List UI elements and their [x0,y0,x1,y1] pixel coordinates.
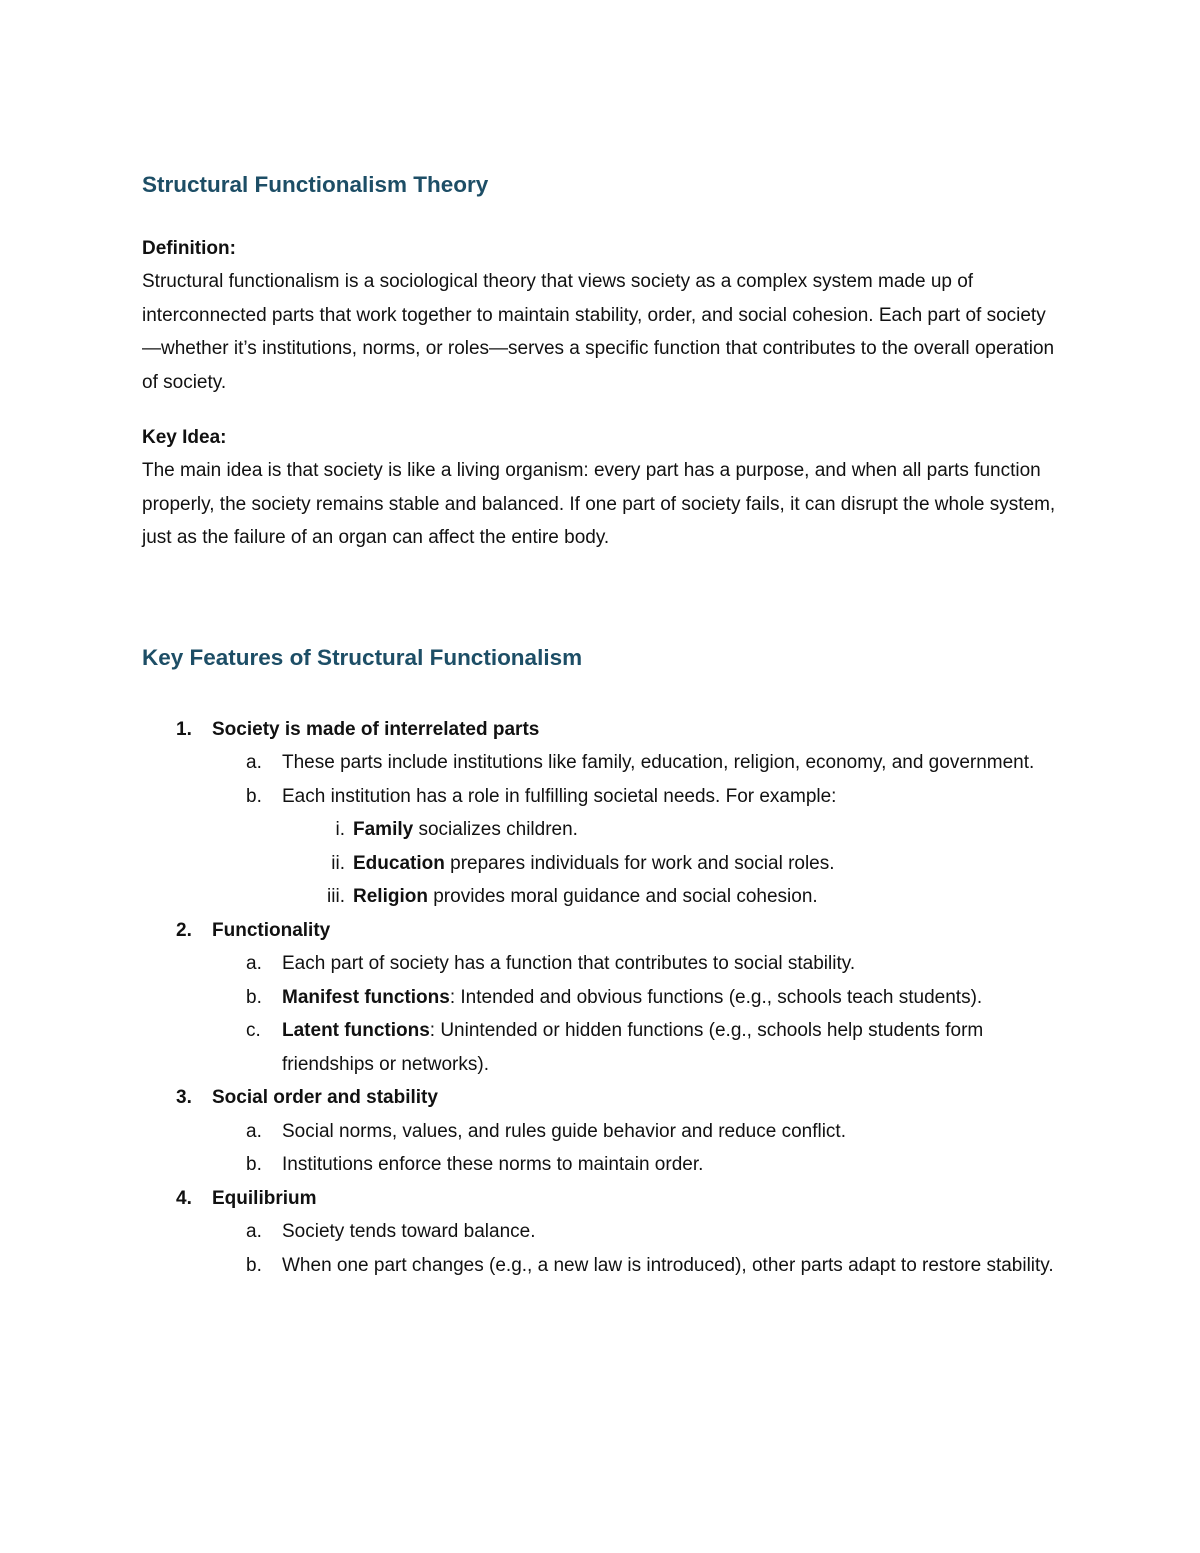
example-numeral: iii. [327,886,345,907]
sub-list [212,947,1062,1081]
example-text: socializes children. [413,819,578,840]
sub-letter: b. [246,986,262,1008]
key-idea-label: Key Idea: [142,427,227,448]
sub-text: Society tends toward balance. [282,1221,536,1242]
example-item [282,847,1062,881]
example-term: Education [353,852,445,874]
example-item [282,880,1062,914]
sub-letter: a. [246,1221,262,1242]
features-section-title: Key Features of Structural Functionalism [142,644,583,670]
sub-term: Manifest functions [282,986,450,1008]
definition-text: Structural functionalism is a sociological theory that views society as a complex system made up of interconnected parts that work together to maintain stability, order, and social cohesion. Each part of society—whether it’s institutions, norms, or roles—serves a specific function that contributes to the overall operation of society. [142,271,1055,393]
sub-term: Latent functions [282,1020,430,1041]
sub-item [212,981,1062,1015]
sub-item [212,947,1062,981]
document-page [142,168,1062,1282]
example-item [282,813,1062,847]
example-text: provides moral guidance and social cohesion. [427,886,818,907]
feature-number: 3. [176,1087,192,1108]
sub-letter: b. [246,1154,262,1175]
sub-text: Social norms, values, and rules guide behavior and reduce conflict. [282,1120,846,1142]
sub-letter: a. [246,1120,262,1142]
sub-list [212,1215,1062,1282]
feature-heading: Equilibrium [212,1187,317,1209]
sub-letter: b. [246,785,262,807]
sub-item [212,1014,1062,1081]
sub-letter: a. [246,752,262,773]
key-idea-text: The main idea is that society is like a living organism: every part has a purpose, and when all parts function properly, the society remains stable and balanced. If one part of society fails, it can disrupt the whole system, just as the failure of an organ can affect the entire body. [142,460,1056,548]
sub-text: : Unintended or hidden functions (e.g., schools help students form friendships or networks). [282,1020,984,1075]
sub-item [212,1115,1062,1149]
example-term: Family [353,819,414,840]
sub-letter: a. [246,953,262,974]
feature-heading: Social order and stability [212,1087,438,1108]
example-list [282,813,1062,914]
feature-heading: Functionality [212,919,331,941]
feature-item [142,914,1062,1082]
sub-item [212,1148,1062,1182]
feature-item [142,1182,1062,1283]
sub-letter: c. [246,1020,261,1041]
example-text: prepares individuals for work and social roles. [444,852,835,874]
feature-number: 2. [176,919,192,941]
features-list [142,713,1062,1283]
sub-text: Each institution has a role in fulfilling societal needs. For example: [282,785,837,807]
sub-item [212,746,1062,780]
sub-item [212,780,1062,914]
feature-heading: Society is made of interrelated parts [212,718,540,740]
sub-text: Each part of society has a function that contributes to social stability. [282,953,856,974]
sub-item [212,1249,1062,1283]
feature-number: 1. [176,718,192,740]
sub-text: : Intended and obvious functions (e.g., schools teach students). [449,986,983,1008]
example-numeral: ii. [331,852,345,874]
example-term: Religion [353,886,428,907]
sub-letter: b. [246,1254,262,1276]
sub-item [212,1215,1062,1249]
sub-text: These parts include institutions like family, education, religion, economy, and government. [282,752,1035,773]
sub-text: Institutions enforce these norms to maintain order. [282,1154,704,1175]
feature-item [142,1081,1062,1182]
feature-number: 4. [176,1187,192,1209]
sub-text: When one part changes (e.g., a new law is introduced), other parts adapt to restore stability. [282,1254,1054,1276]
example-numeral: i. [335,819,345,840]
definition-label: Definition: [142,238,236,259]
sub-list [212,1115,1062,1182]
sub-list [212,746,1062,914]
feature-item [142,713,1062,914]
section-title: Structural Functionalism Theory [142,172,489,197]
